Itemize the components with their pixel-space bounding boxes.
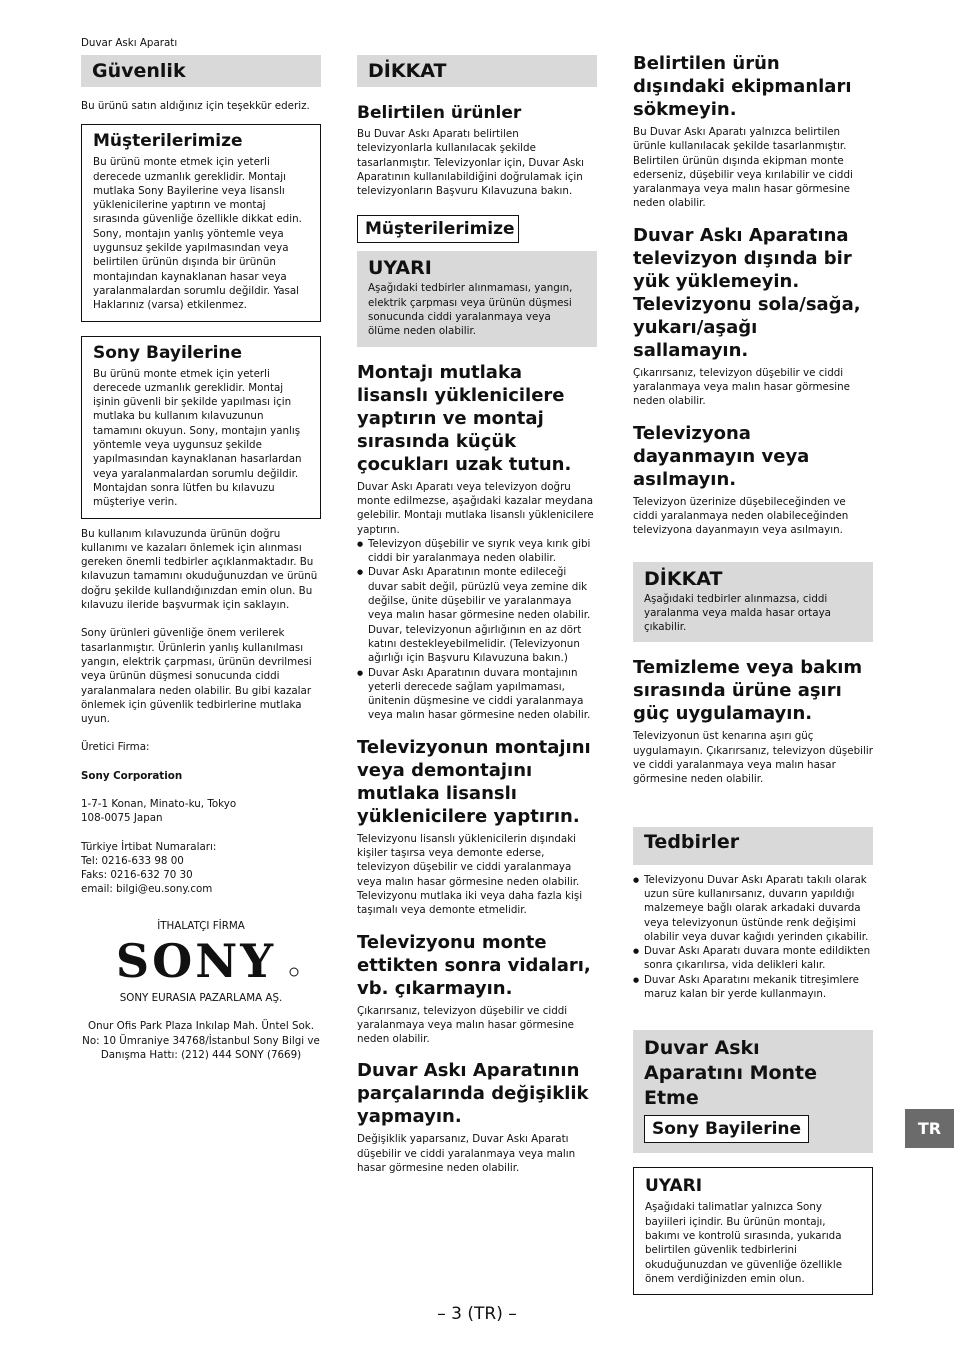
- caution-text: Aşağıdaki tedbirler alınmazsa, ciddi yaralanma veya malda hasar ortaya çıkabilir.: [644, 592, 831, 634]
- list-item: ● Televizyon düşebilir ve sıyrık veya kırık gibi ciddi bir yaralanmaya neden olabilir.: [368, 537, 597, 566]
- list-item: ● Duvar Askı Aparatının monte edileceği duvar sabit değil, pürüzlü veya zemine dik değilse, ünite düşebilir ve yaralanmaya veya malın hasar görmesine neden olabilir. Duvar, televizyonun ağırlığının en az dört katını destekleyebilmelidir. (Televizyonun ağırlığı için Başvuru Kılavuzuna bakın.): [368, 565, 597, 665]
- contact-label: Türkiye İrtibat Numaraları:: [81, 840, 217, 853]
- running-header: Duvar Askı Aparatı: [81, 37, 178, 49]
- column-1: [81, 55, 321, 1062]
- list-item: ● Televizyonu Duvar Askı Aparatı takılı olarak uzun süre kullanırsanız, duvarın yapıldığı malzemeye bağlı olarak arkadaki duvarda veya televizyonun üstünde renk değişimi olabilir veya duvar kağıdı yerinden çıkabilir.: [644, 873, 873, 944]
- list-item: ● Duvar Askı Aparatını mekanik titreşimlere maruz kalan bir yerde kullanmayın.: [644, 973, 873, 1002]
- phone-number: Tel: 0216-633 98 00: [81, 854, 184, 867]
- dealer-warning-box: [633, 1167, 873, 1295]
- sony-logo: [81, 939, 321, 987]
- intro-text: Bu ürünü satın aldığınız için teşekkür ederiz.: [81, 100, 310, 112]
- other-equipment-text: Bu Duvar Askı Aparatı yalnızca belirtilen ürünle kullanılacak şekilde tasarlanmıştır. Belirtilen ürünün dışında ekipman monte ederseniz, düşebilir veya kırılabilir ve ciddi yaralanmaya veya malın hasar görmesine neden olabilir.: [633, 126, 853, 210]
- no-remove-screws-heading: Televizyonu monte ettikten sonra vidaları, vb. çıkarmayın.: [357, 931, 591, 999]
- importer-name: SONY EURASIA PAZARLAMA AŞ.: [119, 992, 283, 1005]
- sony-logo-wordmark: SONY: [115, 939, 277, 984]
- language-tab: TR: [905, 1109, 954, 1148]
- no-extra-load-heading: Duvar Askı Aparatına televizyon dışında bir yük yüklemeyin. Televizyonu sola/sağa, yukarı/aşağı sallamayın.: [633, 224, 861, 361]
- mounting-section-header: [633, 1030, 873, 1153]
- email-address: email: bilgi@eu.sony.com: [81, 883, 213, 896]
- mount-demount-text: Televizyonu lisanslı yüklenicilerin dışındaki kişiler taşırsa veya demonte ederse, televizyon düşebilir ve ciddi yaralanmaya veya malın hasar görmesine neden olabilir. Televizyonu mutlaka iki veya daha fazla kişi taşımalı veya demonte etmelidir.: [357, 832, 583, 917]
- manual-purpose-text: Bu kullanım kılavuzunda ürünün doğru kullanımı ve kazaları önlemek için alınması gereken önemli tedbirler açıklanmaktadır. Bu kılavuzun tamamını okuduğunuzdan ve ürünü doğru şekilde kullandığınızdan emin olun. Bu kılavuzu ileride başvurmak için saklayın.: [81, 527, 318, 612]
- mounting-section-title: Duvar Askı Aparatını Monte Etme: [644, 1037, 818, 1110]
- no-lean-text: Televizyon üzerinize düşebileceğinden ve ciddi yaralanmaya neden olabileceğinden televizyona dayanmayın veya asılmayın.: [633, 495, 849, 537]
- list-item: ● Duvar Askı Aparatının duvara montajının yeterli derecede sağlam yapılmaması, ünitenin düşmesine ve ciddi yaralanmaya veya malın hasar görmesine neden olabilir.: [368, 666, 597, 723]
- manufacturer-label: Üretici Firma:: [81, 741, 150, 754]
- licensed-installer-bullets: [357, 537, 597, 723]
- warning-box: [357, 251, 597, 346]
- section-title-guvenlik: Güvenlik: [81, 55, 321, 87]
- fax-number: Faks: 0216-632 70 30: [81, 869, 193, 882]
- caution-title: DİKKAT: [644, 567, 723, 590]
- column-3: [633, 52, 873, 1295]
- dealers-box: [81, 336, 321, 519]
- manufacturer-name: Sony Corporation: [81, 769, 183, 782]
- mount-demount-heading: Televizyonun montajını veya demontajını mutlaka lisanslı yüklenicilere yaptırın.: [357, 736, 591, 827]
- no-remove-screws-text: Çıkarırsanız, televizyon düşebilir ve ciddi yaralanmaya veya malın hasar görmesine neden olabilir.: [357, 1004, 574, 1046]
- cleaning-heading: Temizleme veya bakım sırasında ürüne aşırı güç uygulamayın.: [633, 657, 863, 725]
- customers-box: [81, 124, 321, 321]
- dealer-warning-text: Aşağıdaki talimatlar yalnızca Sony bayiileri içindir. Bu ürünün montajı, bakımı ve kontrolü sırasında, yukarıda belirtilen güvenlik tedbirlerini okuduğunuzdan ve güvenliğe özellikle önem verdiğinizden emin olun.: [645, 1201, 843, 1285]
- column-2: [357, 55, 597, 1175]
- warning-title: UYARI: [368, 257, 432, 280]
- caution-box: [633, 562, 873, 643]
- customers-tag: Müşterilerimize: [357, 215, 519, 243]
- sony-logo-graphic: [96, 939, 306, 983]
- no-modify-heading: Duvar Askı Aparatının parçalarında değişiklik yapmayın.: [357, 1060, 589, 1128]
- warning-text: Aşağıdaki tedbirler alınmaması, yangın, elektrik çarpması veya ürünün düşmesi sonucunda ciddi yaralanmaya veya ölüme neden olabilir.: [368, 282, 573, 338]
- customers-box-title: Müşterilerimize: [93, 131, 243, 152]
- importer-label: İTHALATÇI FİRMA: [157, 919, 245, 932]
- customers-tag-wrap: [357, 215, 597, 243]
- specified-products-text: Bu Duvar Askı Aparatı belirtilen televizyonlarla kullanılacak şekilde tasarlanmıştır. Televizyonlar için, Duvar Askı Aparatının kullanılabildiğini doğrulamak için televizyonların Başvuru Kılavuzuna bakın.: [357, 128, 585, 198]
- customers-box-text: Bu ürünü monte etmek için yeterli derecede uzmanlık gereklidir. Montajı mutlaka Sony Bayilerine veya lisanslı yüklenicilerine yaptırın ve montaj sırasında güvenliğe özellikle dikkat edin. Sony, montajın yanlış yöntemle veya uygunsuz şekilde yapılmasından veya belirtilen ürünün dışında bir ürünün montajından kaynaklanan hasar veya yaralanmalardan sorumlu değildir. Yasal Haklarınız (varsa) etkilenmez.: [93, 156, 302, 312]
- safety-design-text: Sony ürünleri güvenliğe önem verilerek tasarlanmıştır. Ürünlerin yanlış kullanılması yangın, elektrik çarpması, ürünün devrilmesi veya ürünün düşmesi sonucunda ciddi yaralanmalara neden olabilir. Bu gibi kazalar önlemek için güvenlik tedbirlerine mutlaka uyun.: [81, 627, 312, 726]
- licensed-installer-heading: Montajı mutlaka lisanslı yüklenicilere yaptırın ve montaj sırasında küçük çocukları uzak tutun.: [357, 361, 572, 475]
- specified-products-heading: Belirtilen ürünler: [357, 103, 522, 123]
- address-line-1: 1-7-1 Konan, Minato-ku, Tokyo: [81, 797, 237, 810]
- registered-mark-icon: [290, 968, 298, 976]
- importer-address: Onur Ofis Park Plaza Inkılap Mah. Üntel Sok. No: 10 Ümraniye 34768/İstanbul Sony Bilgi ve Danışma Hattı: (212) 444 SONY (7669): [82, 1020, 320, 1061]
- dealer-warning-title: UYARI: [645, 1176, 703, 1197]
- other-equipment-heading: Belirtilen ürün dışındaki ekipmanları sökmeyin.: [633, 53, 852, 120]
- no-lean-heading: Televizyona dayanmayın veya asılmayın.: [633, 422, 810, 490]
- address-line-2: 108-0075 Japan: [81, 812, 163, 825]
- list-item: ● Duvar Askı Aparatı duvara monte edildikten sonra çıkarılırsa, vida delikleri kalır.: [644, 944, 873, 973]
- dealers-tag: Sony Bayilerine: [644, 1115, 809, 1143]
- licensed-installer-text: Duvar Askı Aparatı veya televizyon doğru monte edilmezse, aşağıdaki kazalar meydana gelebilir. Montajı mutlaka lisanslı yüklenicilere yaptırın.: [357, 480, 594, 536]
- section-title-dikkat: DİKKAT: [357, 55, 597, 87]
- precautions-list: [633, 873, 873, 1002]
- dealers-box-title: Sony Bayilerine: [93, 342, 243, 363]
- dealers-box-text: Bu ürünü monte etmek için yeterli derecede uzmanlık gereklidir. Montaj işinin güvenli bir şekilde yapılması için mutlaka bu kullanım kılavuzunun tamamını okuyun. Sony, montajın yanlış yöntemle veya uygunsuz şekilde yapılmasından kaynaklanan hasarlardan veya yaralanmalardan sorumlu değildir. Montajdan sonra lütfen bu kılavuzu müşteriye verin.: [93, 367, 302, 509]
- no-modify-text: Değişiklik yaparsanız, Duvar Askı Aparatı düşebilir ve ciddi yaralanmaya veya malın hasar görmesine neden olabilir.: [357, 1133, 576, 1174]
- section-title-tedbirler: Tedbirler: [633, 827, 873, 865]
- cleaning-text: Televizyonun üst kenarına aşırı güç uygulamayın. Çıkarırsanız, televizyon düşebilir ve ciddi yaralanmaya veya malın hasar görmesine neden olabilir.: [633, 730, 873, 786]
- page-number: – 3 (TR) –: [437, 1304, 517, 1324]
- no-extra-load-text: Çıkarırsanız, televizyon düşebilir ve ciddi yaralanmaya veya malın hasar görmesine neden olabilir.: [633, 366, 850, 408]
